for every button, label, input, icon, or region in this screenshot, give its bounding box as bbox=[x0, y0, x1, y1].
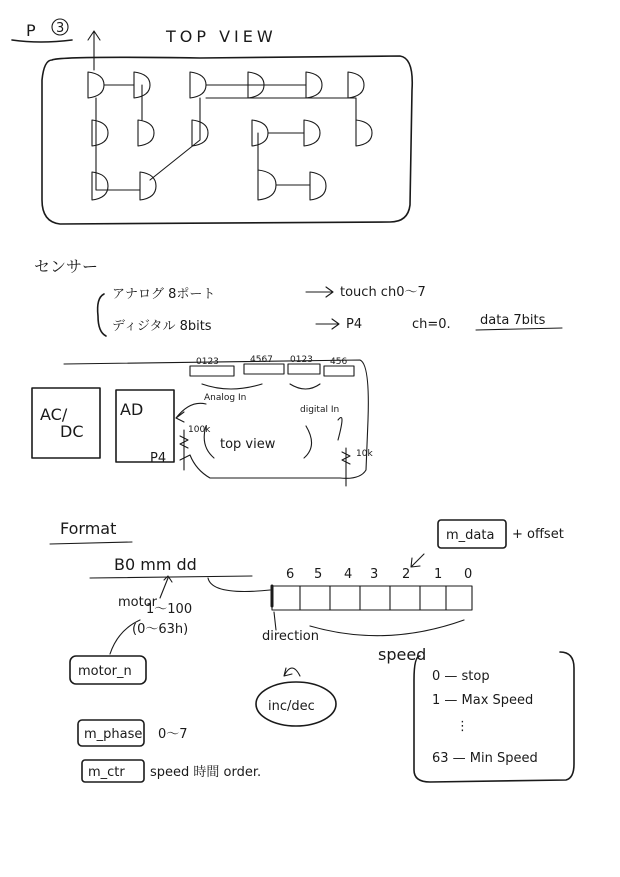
motor-arrow-icon bbox=[160, 576, 172, 598]
header-group-label: 0123 bbox=[290, 355, 313, 365]
header-group-label: 0123 bbox=[196, 357, 219, 367]
bit-label: 1 bbox=[434, 567, 443, 582]
analog-line-name: アナログ 8ポート bbox=[112, 287, 216, 302]
motor-hex: (0〜63h) bbox=[132, 622, 189, 637]
adc-pin: P4 bbox=[150, 451, 167, 466]
header-underline bbox=[12, 40, 72, 42]
speed-table-row: 0 — stop bbox=[432, 669, 490, 684]
board-top-view-label: top view bbox=[220, 437, 276, 452]
arrow-icon bbox=[316, 319, 339, 329]
speed-brace bbox=[310, 620, 464, 636]
sensor-brace bbox=[98, 294, 106, 336]
digital-line-name: ディジタル 8bits bbox=[112, 319, 212, 334]
m-data-arrow-icon bbox=[411, 554, 424, 567]
digital-in-label: digital In bbox=[300, 405, 340, 415]
bit-label: 0 bbox=[464, 567, 473, 582]
digital-line-channel: ch=0. bbox=[412, 317, 451, 332]
signal-arrow-icon bbox=[176, 403, 206, 422]
speed-label: speed bbox=[378, 645, 427, 664]
digital-line-target: P4 bbox=[346, 317, 363, 332]
m-ctr-label: m_ctr bbox=[88, 765, 125, 780]
bit-field bbox=[272, 586, 472, 610]
analog-brace bbox=[202, 384, 262, 389]
bit-label: 5 bbox=[314, 567, 323, 582]
bit-label: 4 bbox=[344, 567, 353, 582]
direction-tick bbox=[274, 612, 276, 630]
motor-note: motor bbox=[118, 595, 158, 610]
motor-range: 1〜100 bbox=[146, 602, 193, 617]
up-arrow-icon bbox=[88, 31, 100, 70]
page-label: P bbox=[26, 21, 36, 40]
format-code: B0 mm dd bbox=[114, 555, 197, 574]
speed-table-row: ⋮ bbox=[456, 719, 469, 734]
page-number: 3 bbox=[56, 21, 65, 36]
arrow-icon bbox=[306, 287, 333, 297]
analog-line-target: touch ch0〜7 bbox=[340, 285, 426, 300]
bit-label: 3 bbox=[370, 567, 379, 582]
offset-label: + offset bbox=[512, 527, 564, 542]
top-view-title: TOP VIEW bbox=[166, 27, 277, 46]
note-underline bbox=[476, 328, 562, 330]
resistor-icon bbox=[180, 430, 188, 470]
direction-label: direction bbox=[262, 629, 319, 644]
acdc-label-2: DC bbox=[60, 422, 84, 441]
digital-brace bbox=[290, 384, 320, 389]
byte-connector bbox=[208, 578, 270, 592]
resistor-label-2: 10k bbox=[356, 449, 373, 459]
analog-in-label: Analog In bbox=[204, 393, 247, 403]
digital-line-note: data 7bits bbox=[480, 313, 546, 328]
top-view-sensors bbox=[88, 72, 372, 200]
speed-table-row: 1 — Max Speed bbox=[432, 693, 534, 708]
cycle-icon bbox=[284, 668, 300, 676]
header-group-label: 4567 bbox=[250, 355, 273, 365]
bit-label: 6 bbox=[286, 567, 295, 582]
format-heading: Format bbox=[60, 519, 117, 538]
top-view-wiring bbox=[96, 85, 356, 190]
header-connectors bbox=[190, 355, 354, 376]
bit-label: 2 bbox=[402, 567, 411, 582]
code-underline bbox=[90, 576, 252, 578]
speed-table-row: 63 — Min Speed bbox=[432, 751, 538, 766]
resistor-label: 100k bbox=[188, 425, 211, 435]
sensor-heading: センサー bbox=[34, 257, 99, 276]
adc-label: AD bbox=[120, 400, 144, 419]
header-group-label: 456 bbox=[330, 357, 348, 367]
motor-n-label: motor_n bbox=[78, 664, 132, 679]
m-data-label: m_data bbox=[446, 528, 495, 543]
sensor-resistor-icon bbox=[338, 418, 350, 487]
acdc-label-1: AC/ bbox=[40, 405, 68, 424]
inc-dec-label: inc/dec bbox=[268, 699, 315, 714]
format-underline bbox=[50, 542, 132, 544]
main-board-outline bbox=[64, 360, 368, 478]
bit-labels bbox=[286, 567, 472, 582]
phase-range: 0〜7 bbox=[158, 727, 188, 742]
m-phase-label: m_phase bbox=[84, 727, 143, 742]
m-ctr-note: speed 時間 order. bbox=[150, 765, 262, 780]
